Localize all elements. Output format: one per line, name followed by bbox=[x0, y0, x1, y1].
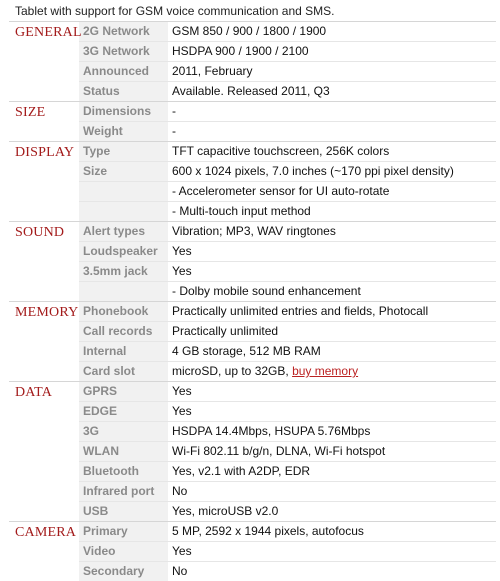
spec-table bbox=[9, 21, 496, 581]
spec-label: Weight bbox=[79, 122, 168, 141]
spec-value: 4 GB storage, 512 MB RAM bbox=[172, 344, 321, 358]
spec-row bbox=[79, 442, 496, 462]
section-camera bbox=[9, 521, 496, 581]
spec-label: Card slot bbox=[79, 362, 168, 381]
spec-value: No bbox=[172, 484, 188, 498]
spec-label: 3.5mm jack bbox=[79, 262, 168, 281]
spec-label: Bluetooth bbox=[79, 462, 168, 481]
spec-row bbox=[79, 102, 496, 122]
section-sound bbox=[9, 221, 496, 301]
spec-value: - bbox=[172, 104, 176, 118]
spec-label: 3G bbox=[79, 422, 168, 441]
spec-value: Practically unlimited entries and fields, Photocall bbox=[172, 304, 429, 318]
spec-value: - Accelerometer sensor for UI auto-rotate bbox=[172, 184, 390, 198]
spec-label: Dimensions bbox=[79, 102, 168, 121]
spec-value: Yes bbox=[172, 544, 192, 558]
spec-label: Status bbox=[79, 82, 168, 101]
header-note: Tablet with support for GSM voice communication and SMS. bbox=[15, 4, 335, 18]
spec-value: HSDPA 14.4Mbps, HSUPA 5.76Mbps bbox=[172, 424, 371, 438]
section-general bbox=[9, 21, 496, 101]
spec-row bbox=[79, 562, 496, 581]
spec-label: Internal bbox=[79, 342, 168, 361]
spec-row bbox=[79, 462, 496, 482]
spec-value: - Dolby mobile sound enhancement bbox=[172, 284, 361, 298]
spec-row bbox=[79, 362, 496, 381]
spec-value: 2011, February bbox=[172, 64, 253, 78]
spec-row bbox=[79, 542, 496, 562]
spec-row bbox=[79, 482, 496, 502]
spec-label: Loudspeaker bbox=[79, 242, 168, 261]
spec-value: 600 x 1024 pixels, 7.0 inches (~170 ppi pixel density) bbox=[172, 164, 454, 178]
spec-label: Phonebook bbox=[79, 302, 168, 321]
spec-row bbox=[79, 322, 496, 342]
spec-row bbox=[79, 122, 496, 141]
section-size bbox=[9, 101, 496, 141]
section-display bbox=[9, 141, 496, 221]
spec-row bbox=[79, 402, 496, 422]
spec-row bbox=[79, 522, 496, 542]
spec-label: Infrared port bbox=[79, 482, 168, 501]
section-title: MEMORY bbox=[15, 305, 79, 320]
spec-row bbox=[79, 502, 496, 521]
spec-label: Secondary bbox=[79, 562, 168, 581]
spec-row bbox=[79, 142, 496, 162]
section-title: SOUND bbox=[15, 225, 65, 240]
spec-row bbox=[79, 162, 496, 182]
spec-label: Primary bbox=[79, 522, 168, 541]
buy-memory-link[interactable]: buy memory bbox=[292, 364, 359, 378]
spec-row bbox=[79, 342, 496, 362]
spec-value: - bbox=[172, 124, 176, 138]
spec-row bbox=[79, 262, 496, 282]
spec-row bbox=[79, 42, 496, 62]
spec-label: Size bbox=[79, 162, 168, 181]
spec-row bbox=[79, 382, 496, 402]
spec-row bbox=[79, 62, 496, 82]
section-title: CAMERA bbox=[15, 525, 77, 540]
spec-value: GSM 850 / 900 / 1800 / 1900 bbox=[172, 24, 327, 38]
spec-row bbox=[79, 422, 496, 442]
spec-value: No bbox=[172, 564, 188, 578]
spec-value: Yes bbox=[172, 404, 192, 418]
card-slot-text: microSD, up to 32GB, bbox=[172, 364, 289, 378]
spec-row bbox=[79, 22, 496, 42]
section-title: DISPLAY bbox=[15, 145, 75, 160]
section-title: GENERAL bbox=[15, 25, 82, 40]
section-title: SIZE bbox=[15, 105, 46, 120]
spec-label: WLAN bbox=[79, 442, 168, 461]
spec-row bbox=[79, 222, 496, 242]
spec-label: GPRS bbox=[79, 382, 168, 401]
spec-label: Alert types bbox=[79, 222, 168, 241]
spec-label bbox=[79, 282, 168, 301]
spec-value: Yes, v2.1 with A2DP, EDR bbox=[172, 464, 311, 478]
spec-row bbox=[79, 282, 496, 301]
spec-label: USB bbox=[79, 502, 168, 521]
spec-label: 2G Network bbox=[79, 22, 168, 41]
spec-label: Video bbox=[79, 542, 168, 561]
spec-row bbox=[79, 242, 496, 262]
spec-value: HSDPA 900 / 1900 / 2100 bbox=[172, 44, 309, 58]
spec-value: 5 MP, 2592 x 1944 pixels, autofocus bbox=[172, 524, 364, 538]
spec-value: Available. Released 2011, Q3 bbox=[172, 84, 330, 98]
spec-row bbox=[79, 302, 496, 322]
spec-value: Practically unlimited bbox=[172, 324, 279, 338]
spec-value: Wi-Fi 802.11 b/g/n, DLNA, Wi-Fi hotspot bbox=[172, 444, 386, 458]
spec-label: Announced bbox=[79, 62, 168, 81]
spec-value bbox=[168, 362, 496, 381]
spec-label: EDGE bbox=[79, 402, 168, 421]
spec-row bbox=[79, 182, 496, 202]
section-memory bbox=[9, 301, 496, 381]
spec-label: 3G Network bbox=[79, 42, 168, 61]
spec-label bbox=[79, 202, 168, 221]
spec-row bbox=[79, 82, 496, 101]
spec-value: TFT capacitive touchscreen, 256K colors bbox=[172, 144, 390, 158]
section-data bbox=[9, 381, 496, 521]
spec-value: Yes, microUSB v2.0 bbox=[172, 504, 279, 518]
spec-value: Yes bbox=[172, 264, 192, 278]
spec-label: Type bbox=[79, 142, 168, 161]
spec-label: Call records bbox=[79, 322, 168, 341]
spec-value: Yes bbox=[172, 384, 192, 398]
spec-value: Vibration; MP3, WAV ringtones bbox=[172, 224, 336, 238]
spec-label bbox=[79, 182, 168, 201]
spec-value: - Multi-touch input method bbox=[172, 204, 311, 218]
spec-value: Yes bbox=[172, 244, 192, 258]
spec-row bbox=[79, 202, 496, 221]
section-title: DATA bbox=[15, 385, 53, 400]
